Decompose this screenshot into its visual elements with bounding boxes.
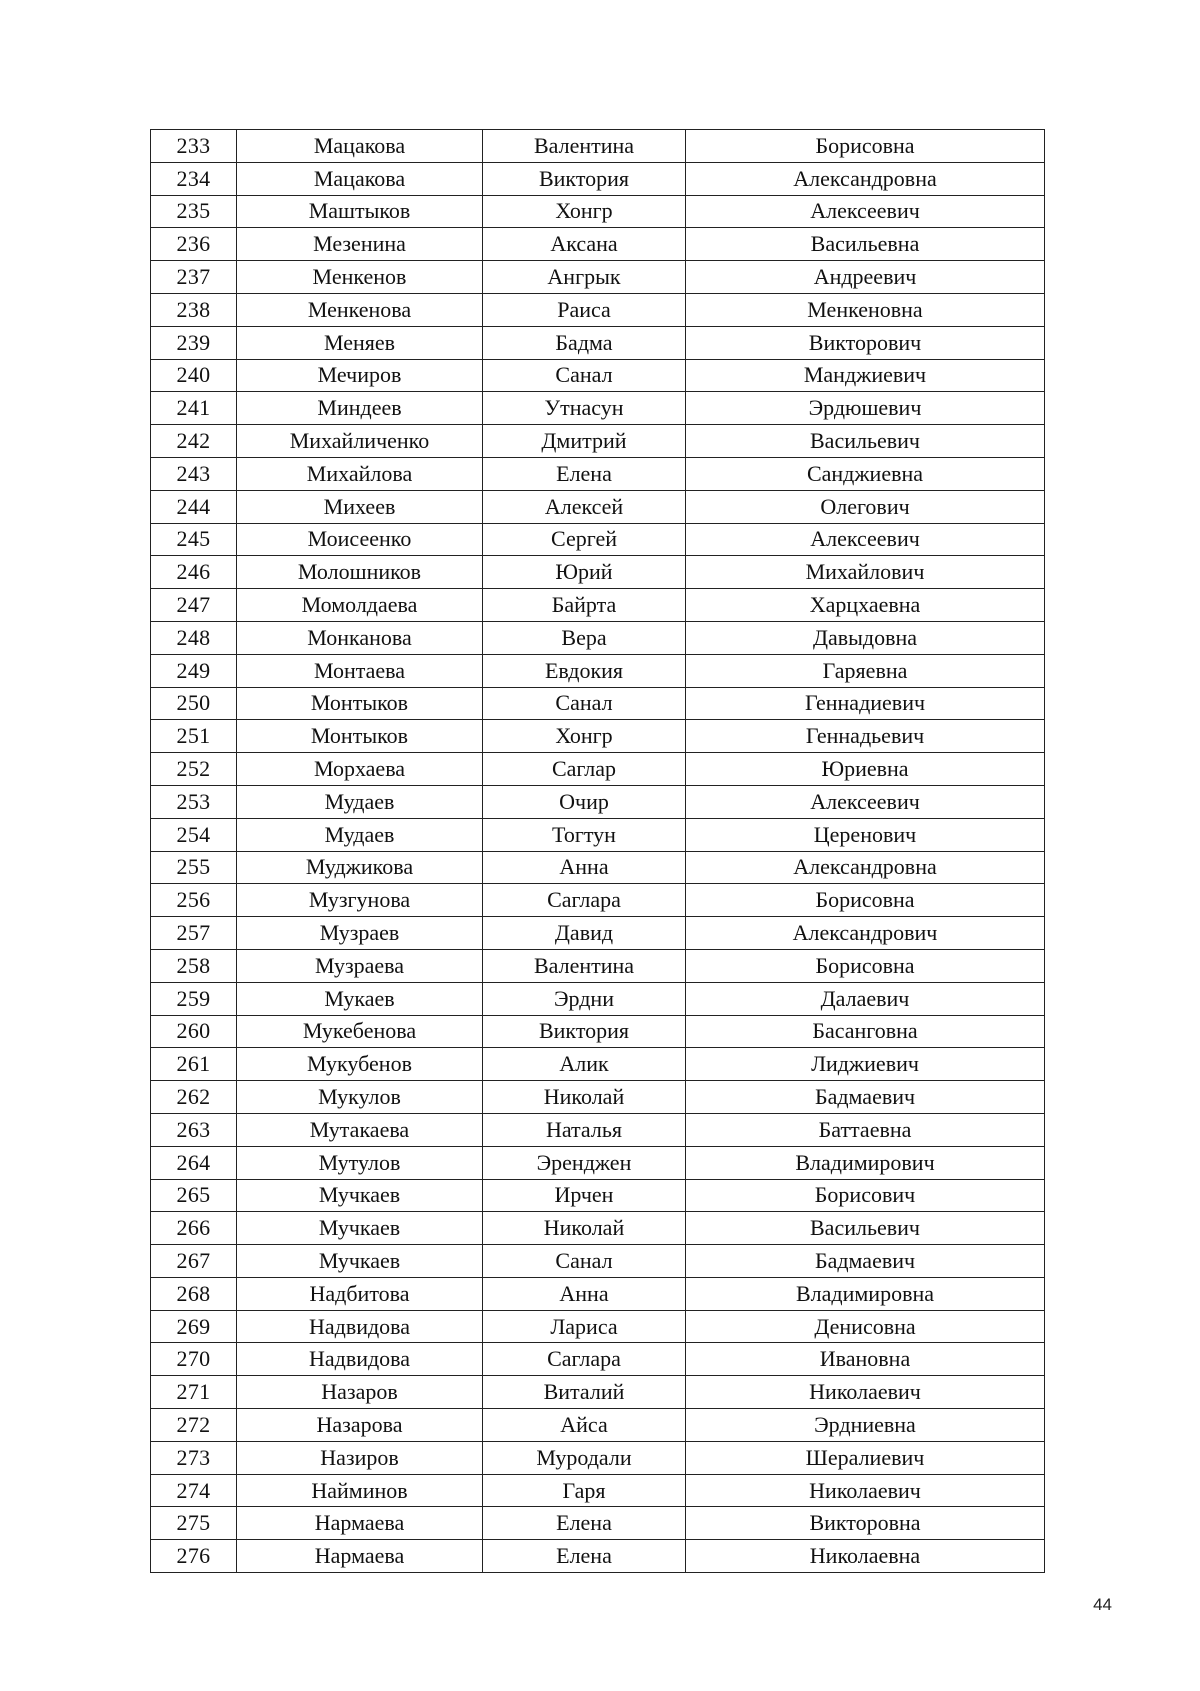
patronymic-cell: Васильевич	[686, 1212, 1045, 1245]
patronymic-cell: Далаевич	[686, 982, 1045, 1015]
row-number-cell: 268	[151, 1277, 237, 1310]
last-name-cell: Михайлова	[237, 457, 483, 490]
table-row	[151, 1113, 1045, 1146]
first-name-cell: Сергей	[483, 523, 686, 556]
last-name-cell: Михеев	[237, 490, 483, 523]
table-row	[151, 457, 1045, 490]
last-name-cell: Менкенова	[237, 293, 483, 326]
row-number-cell: 269	[151, 1310, 237, 1343]
row-number-cell: 270	[151, 1343, 237, 1376]
first-name-cell: Саглара	[483, 1343, 686, 1376]
row-number-cell: 233	[151, 130, 237, 163]
patronymic-cell: Алексеевич	[686, 195, 1045, 228]
table-row	[151, 851, 1045, 884]
first-name-cell: Раиса	[483, 293, 686, 326]
last-name-cell: Монтыков	[237, 687, 483, 720]
last-name-cell: Мутулов	[237, 1146, 483, 1179]
table-row	[151, 1245, 1045, 1278]
row-number-cell: 265	[151, 1179, 237, 1212]
last-name-cell: Надвидова	[237, 1310, 483, 1343]
patronymic-cell: Владимировна	[686, 1277, 1045, 1310]
first-name-cell: Тогтун	[483, 818, 686, 851]
last-name-cell: Мудаев	[237, 785, 483, 818]
last-name-cell: Муджикова	[237, 851, 483, 884]
first-name-cell: Хонгр	[483, 195, 686, 228]
table-row	[151, 1212, 1045, 1245]
row-number-cell: 251	[151, 720, 237, 753]
last-name-cell: Молошников	[237, 556, 483, 589]
patronymic-cell: Алексеевич	[686, 785, 1045, 818]
row-number-cell: 272	[151, 1409, 237, 1442]
patronymic-cell: Геннадиевич	[686, 687, 1045, 720]
row-number-cell: 235	[151, 195, 237, 228]
last-name-cell: Мучкаев	[237, 1212, 483, 1245]
first-name-cell: Эрдни	[483, 982, 686, 1015]
table-row	[151, 785, 1045, 818]
first-name-cell: Санал	[483, 359, 686, 392]
patronymic-cell: Николаевна	[686, 1540, 1045, 1573]
first-name-cell: Николай	[483, 1081, 686, 1114]
table-row	[151, 425, 1045, 458]
patronymic-cell: Александровна	[686, 851, 1045, 884]
table-row	[151, 654, 1045, 687]
table-row	[151, 490, 1045, 523]
row-number-cell: 240	[151, 359, 237, 392]
first-name-cell: Лариса	[483, 1310, 686, 1343]
patronymic-cell: Бадмаевич	[686, 1245, 1045, 1278]
patronymic-cell: Васильевич	[686, 425, 1045, 458]
table-row	[151, 621, 1045, 654]
first-name-cell: Дмитрий	[483, 425, 686, 458]
row-number-cell: 255	[151, 851, 237, 884]
last-name-cell: Мечиров	[237, 359, 483, 392]
table-row	[151, 261, 1045, 294]
patronymic-cell: Борисовна	[686, 884, 1045, 917]
first-name-cell: Саглар	[483, 753, 686, 786]
row-number-cell: 249	[151, 654, 237, 687]
last-name-cell: Монтаева	[237, 654, 483, 687]
table-row	[151, 1441, 1045, 1474]
name-list-body	[151, 130, 1045, 1573]
table-row	[151, 982, 1045, 1015]
table-row	[151, 1409, 1045, 1442]
patronymic-cell: Александрович	[686, 917, 1045, 950]
row-number-cell: 242	[151, 425, 237, 458]
row-number-cell: 275	[151, 1507, 237, 1540]
patronymic-cell: Церенович	[686, 818, 1045, 851]
first-name-cell: Юрий	[483, 556, 686, 589]
first-name-cell: Виталий	[483, 1376, 686, 1409]
patronymic-cell: Баттаевна	[686, 1113, 1045, 1146]
page-number: 44	[1093, 1595, 1112, 1614]
patronymic-cell: Викторович	[686, 326, 1045, 359]
table-row	[151, 359, 1045, 392]
row-number-cell: 260	[151, 1015, 237, 1048]
patronymic-cell: Лиджиевич	[686, 1048, 1045, 1081]
row-number-cell: 243	[151, 457, 237, 490]
first-name-cell: Очир	[483, 785, 686, 818]
row-number-cell: 237	[151, 261, 237, 294]
table-row	[151, 326, 1045, 359]
first-name-cell: Бадма	[483, 326, 686, 359]
table-row	[151, 1081, 1045, 1114]
row-number-cell: 253	[151, 785, 237, 818]
table-row	[151, 392, 1045, 425]
patronymic-cell: Эрдниевна	[686, 1409, 1045, 1442]
row-number-cell: 276	[151, 1540, 237, 1573]
table-row	[151, 818, 1045, 851]
row-number-cell: 246	[151, 556, 237, 589]
last-name-cell: Найминов	[237, 1474, 483, 1507]
patronymic-cell: Менкеновна	[686, 293, 1045, 326]
table-row	[151, 917, 1045, 950]
row-number-cell: 234	[151, 162, 237, 195]
last-name-cell: Менкенов	[237, 261, 483, 294]
table-row	[151, 195, 1045, 228]
last-name-cell: Мучкаев	[237, 1245, 483, 1278]
first-name-cell: Алексей	[483, 490, 686, 523]
row-number-cell: 259	[151, 982, 237, 1015]
table-row	[151, 1507, 1045, 1540]
last-name-cell: Назаров	[237, 1376, 483, 1409]
patronymic-cell: Шералиевич	[686, 1441, 1045, 1474]
last-name-cell: Назарова	[237, 1409, 483, 1442]
first-name-cell: Муродали	[483, 1441, 686, 1474]
patronymic-cell: Андреевич	[686, 261, 1045, 294]
row-number-cell: 236	[151, 228, 237, 261]
row-number-cell: 261	[151, 1048, 237, 1081]
first-name-cell: Ирчен	[483, 1179, 686, 1212]
last-name-cell: Мутакаева	[237, 1113, 483, 1146]
patronymic-cell: Харцхаевна	[686, 589, 1045, 622]
table-row	[151, 1376, 1045, 1409]
patronymic-cell: Бадмаевич	[686, 1081, 1045, 1114]
table-row	[151, 1146, 1045, 1179]
last-name-cell: Надвидова	[237, 1343, 483, 1376]
first-name-cell: Эренджен	[483, 1146, 686, 1179]
table-row	[151, 884, 1045, 917]
table-row	[151, 228, 1045, 261]
patronymic-cell: Александровна	[686, 162, 1045, 195]
row-number-cell: 257	[151, 917, 237, 950]
patronymic-cell: Ивановна	[686, 1343, 1045, 1376]
last-name-cell: Мукулов	[237, 1081, 483, 1114]
row-number-cell: 245	[151, 523, 237, 556]
last-name-cell: Мучкаев	[237, 1179, 483, 1212]
first-name-cell: Хонгр	[483, 720, 686, 753]
patronymic-cell: Басанговна	[686, 1015, 1045, 1048]
table-row	[151, 1540, 1045, 1573]
patronymic-cell: Давыдовна	[686, 621, 1045, 654]
patronymic-cell: Владимирович	[686, 1146, 1045, 1179]
table-row	[151, 687, 1045, 720]
row-number-cell: 256	[151, 884, 237, 917]
last-name-cell: Мукебенова	[237, 1015, 483, 1048]
first-name-cell: Давид	[483, 917, 686, 950]
last-name-cell: Маштыков	[237, 195, 483, 228]
last-name-cell: Меняев	[237, 326, 483, 359]
row-number-cell: 238	[151, 293, 237, 326]
table-row	[151, 720, 1045, 753]
table-row	[151, 556, 1045, 589]
row-number-cell: 241	[151, 392, 237, 425]
first-name-cell: Аксана	[483, 228, 686, 261]
patronymic-cell: Алексеевич	[686, 523, 1045, 556]
table-row	[151, 162, 1045, 195]
first-name-cell: Гаря	[483, 1474, 686, 1507]
patronymic-cell: Николаевич	[686, 1474, 1045, 1507]
patronymic-cell: Борисовна	[686, 130, 1045, 163]
row-number-cell: 247	[151, 589, 237, 622]
row-number-cell: 248	[151, 621, 237, 654]
row-number-cell: 273	[151, 1441, 237, 1474]
table-row	[151, 523, 1045, 556]
last-name-cell: Мацакова	[237, 162, 483, 195]
table-row	[151, 293, 1045, 326]
row-number-cell: 271	[151, 1376, 237, 1409]
last-name-cell: Надбитова	[237, 1277, 483, 1310]
last-name-cell: Нармаева	[237, 1507, 483, 1540]
last-name-cell: Музраева	[237, 949, 483, 982]
first-name-cell: Николай	[483, 1212, 686, 1245]
row-number-cell: 267	[151, 1245, 237, 1278]
table-row	[151, 1015, 1045, 1048]
table-row	[151, 1179, 1045, 1212]
first-name-cell: Валентина	[483, 130, 686, 163]
first-name-cell: Валентина	[483, 949, 686, 982]
patronymic-cell: Юриевна	[686, 753, 1045, 786]
row-number-cell: 274	[151, 1474, 237, 1507]
table-row	[151, 1310, 1045, 1343]
row-number-cell: 264	[151, 1146, 237, 1179]
patronymic-cell: Санджиевна	[686, 457, 1045, 490]
last-name-cell: Монканова	[237, 621, 483, 654]
table-row	[151, 949, 1045, 982]
first-name-cell: Анна	[483, 851, 686, 884]
patronymic-cell: Олегович	[686, 490, 1045, 523]
last-name-cell: Мукубенов	[237, 1048, 483, 1081]
patronymic-cell: Геннадьевич	[686, 720, 1045, 753]
patronymic-cell: Михайлович	[686, 556, 1045, 589]
row-number-cell: 266	[151, 1212, 237, 1245]
first-name-cell: Ангрык	[483, 261, 686, 294]
first-name-cell: Наталья	[483, 1113, 686, 1146]
last-name-cell: Морхаева	[237, 753, 483, 786]
last-name-cell: Мацакова	[237, 130, 483, 163]
first-name-cell: Саглара	[483, 884, 686, 917]
table-row	[151, 589, 1045, 622]
last-name-cell: Назиров	[237, 1441, 483, 1474]
row-number-cell: 263	[151, 1113, 237, 1146]
row-number-cell: 262	[151, 1081, 237, 1114]
patronymic-cell: Николаевич	[686, 1376, 1045, 1409]
first-name-cell: Айса	[483, 1409, 686, 1442]
patronymic-cell: Эрдюшевич	[686, 392, 1045, 425]
last-name-cell: Музраев	[237, 917, 483, 950]
first-name-cell: Вера	[483, 621, 686, 654]
first-name-cell: Елена	[483, 1507, 686, 1540]
last-name-cell: Миндеев	[237, 392, 483, 425]
patronymic-cell: Васильевна	[686, 228, 1045, 261]
table-row	[151, 1474, 1045, 1507]
first-name-cell: Санал	[483, 687, 686, 720]
last-name-cell: Момолдаева	[237, 589, 483, 622]
last-name-cell: Моисеенко	[237, 523, 483, 556]
patronymic-cell: Борисович	[686, 1179, 1045, 1212]
first-name-cell: Санал	[483, 1245, 686, 1278]
patronymic-cell: Борисовна	[686, 949, 1045, 982]
last-name-cell: Нармаева	[237, 1540, 483, 1573]
last-name-cell: Музгунова	[237, 884, 483, 917]
table-row	[151, 130, 1045, 163]
row-number-cell: 239	[151, 326, 237, 359]
first-name-cell: Алик	[483, 1048, 686, 1081]
first-name-cell: Евдокия	[483, 654, 686, 687]
table-row	[151, 1048, 1045, 1081]
patronymic-cell: Гаряевна	[686, 654, 1045, 687]
row-number-cell: 250	[151, 687, 237, 720]
table-row	[151, 1343, 1045, 1376]
first-name-cell: Байрта	[483, 589, 686, 622]
last-name-cell: Михайличенко	[237, 425, 483, 458]
patronymic-cell: Викторовна	[686, 1507, 1045, 1540]
first-name-cell: Анна	[483, 1277, 686, 1310]
patronymic-cell: Денисовна	[686, 1310, 1045, 1343]
last-name-cell: Монтыков	[237, 720, 483, 753]
row-number-cell: 244	[151, 490, 237, 523]
first-name-cell: Виктория	[483, 1015, 686, 1048]
name-list-table	[150, 129, 1045, 1573]
row-number-cell: 252	[151, 753, 237, 786]
last-name-cell: Мезенина	[237, 228, 483, 261]
last-name-cell: Мудаев	[237, 818, 483, 851]
patronymic-cell: Манджиевич	[686, 359, 1045, 392]
row-number-cell: 254	[151, 818, 237, 851]
table-row	[151, 1277, 1045, 1310]
first-name-cell: Елена	[483, 1540, 686, 1573]
first-name-cell: Елена	[483, 457, 686, 490]
first-name-cell: Утнасун	[483, 392, 686, 425]
first-name-cell: Виктория	[483, 162, 686, 195]
row-number-cell: 258	[151, 949, 237, 982]
table-row	[151, 753, 1045, 786]
last-name-cell: Мукаев	[237, 982, 483, 1015]
